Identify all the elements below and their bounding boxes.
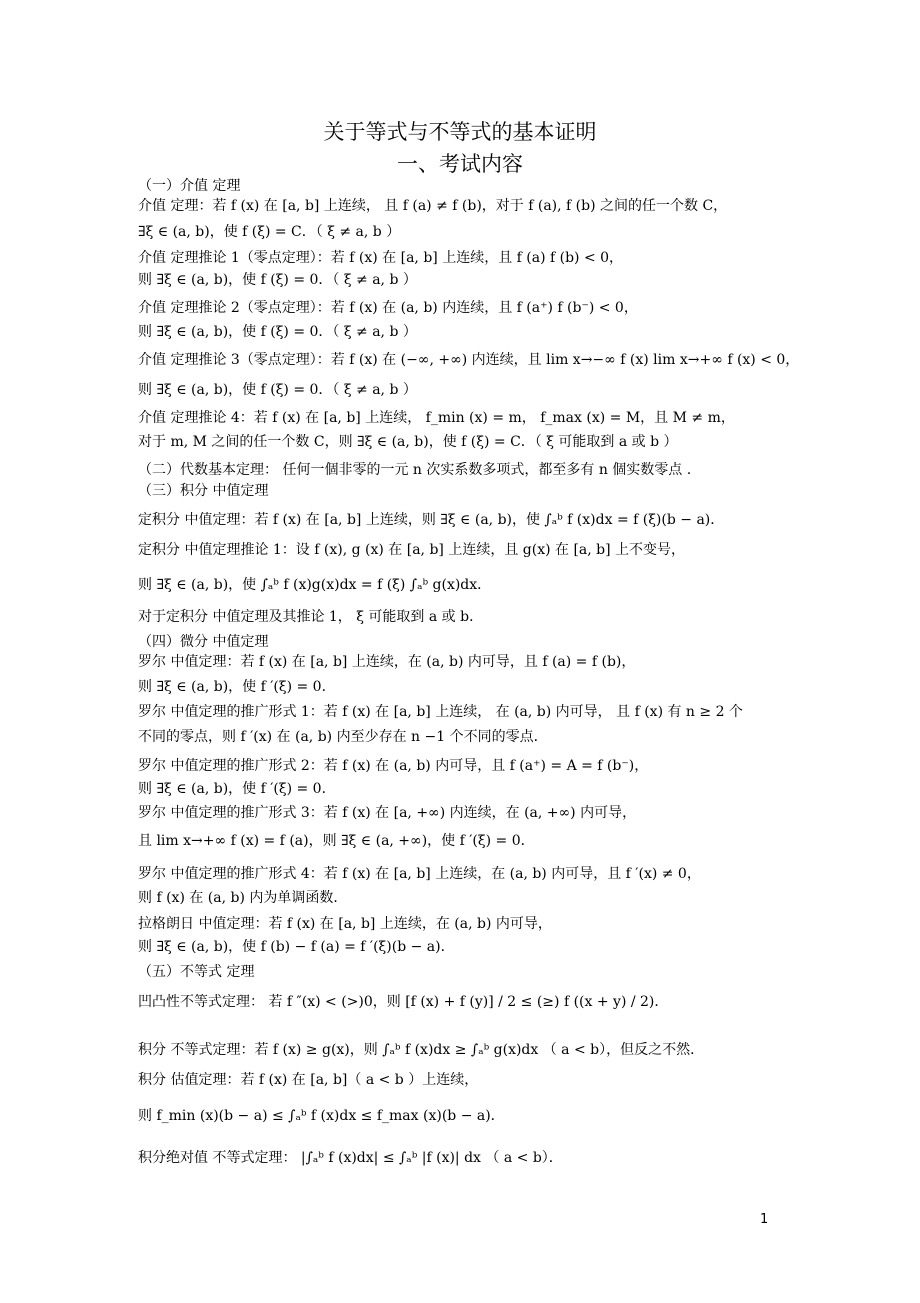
text-line: （三）积分 中值定理 bbox=[138, 483, 269, 499]
text-line: （四）微分 中值定理 bbox=[138, 634, 269, 650]
text-line: （二）代数基本定理： 任何一個非零的一元 n 次实系数多项式，都至多有 n 個实数零点 . bbox=[138, 462, 692, 478]
text-line: 则 ∃ξ ∈ (a, b)，使 f ′(ξ) = 0． bbox=[138, 679, 336, 695]
text-line: 介值 定理推论 1（零点定理）：若 f (x) 在 [a, b] 上连续，且 f (a) f (b) < 0， bbox=[138, 250, 624, 266]
text-line: 凹凸性不等式定理： 若 f ″(x) < (>)0，则 [f (x) + f (y)] / 2 ≤ (≥) f ((x + y) / 2)． bbox=[138, 994, 669, 1010]
text-line: （一）介值 定理 bbox=[138, 178, 241, 194]
text-line: 则 ∃ξ ∈ (a, b)，使 f (ξ) = 0．（ ξ ≠ a, b ） bbox=[138, 324, 417, 340]
text-line: （五）不等式 定理 bbox=[138, 964, 255, 980]
text-line: 则 ∃ξ ∈ (a, b)，使 f (ξ) = 0．（ ξ ≠ a, b ） bbox=[138, 382, 417, 398]
text-line: 积分绝对值 不等式定理： |∫ₐᵇ f (x)dx| ≤ ∫ₐᵇ |f (x)| dx （ a < b）． bbox=[138, 1150, 563, 1166]
text-line: 则 ∃ξ ∈ (a, b)，使 f (ξ) = 0．（ ξ ≠ a, b ） bbox=[138, 272, 417, 288]
text-line: 积分 估值定理：若 f (x) 在 [a, b]（ a < b ）上连续， bbox=[138, 1072, 479, 1088]
text-line: 则 f (x) 在 (a, b) 内为单调函数． bbox=[138, 890, 348, 906]
text-line: 介值 定理推论 3（零点定理）：若 f (x) 在 (−∞, +∞) 内连续，且 lim x→−∞ f (x) lim x→+∞ f (x) < 0， bbox=[138, 352, 800, 368]
text-line: 罗尔 中值定理的推广形式 2：若 f (x) 在 (a, b) 内可导，且 f (a⁺) = A = f (b⁻)， bbox=[138, 758, 649, 774]
page-title: 关于等式与不等式的基本证明 bbox=[323, 120, 597, 144]
text-line: 介值 定理推论 2（零点定理）：若 f (x) 在 (a, b) 内连续，且 f (a⁺) f (b⁻) < 0， bbox=[138, 300, 638, 316]
text-line: 罗尔 中值定理：若 f (x) 在 [a, b] 上连续，在 (a, b) 内可导，且 f (a) = f (b)， bbox=[138, 654, 636, 670]
text-line: 定积分 中值定理推论 1：设 f (x), g (x) 在 [a, b] 上连续，且 g(x) 在 [a, b] 上不变号， bbox=[138, 542, 686, 558]
text-line: 拉格朗日 中值定理：若 f (x) 在 [a, b] 上连续，在 (a, b) 内可导， bbox=[138, 916, 552, 932]
text-line: 则 ∃ξ ∈ (a, b)，使 f ′(ξ) = 0． bbox=[138, 781, 336, 797]
text-line: 介值 定理：若 f (x) 在 [a, b] 上连续， 且 f (a) ≠ f (b)，对于 f (a), f (b) 之间的任一个数 C， bbox=[138, 198, 728, 214]
text-line: 则 f_min (x)(b − a) ≤ ∫ₐᵇ f (x)dx ≤ f_max (x)(b − a)． bbox=[138, 1108, 505, 1124]
section-heading: 一、考试内容 bbox=[397, 152, 523, 176]
text-line: 且 lim x→+∞ f (x) = f (a)，则 ∃ξ ∈ (a, +∞)，使 f ′(ξ) = 0． bbox=[138, 833, 535, 849]
text-line: 罗尔 中值定理的推广形式 4：若 f (x) 在 [a, b] 上连续，在 (a, b) 内可导，且 f ′(x) ≠ 0， bbox=[138, 866, 701, 882]
text-line: 罗尔 中值定理的推广形式 1：若 f (x) 在 [a, b] 上连续， 在 (a, b) 内可导， 且 f (x) 有 n ≥ 2 个 bbox=[138, 704, 743, 720]
text-line: 定积分 中值定理：若 f (x) 在 [a, b] 上连续，则 ∃ξ ∈ (a, b)，使 ∫ₐᵇ f (x)dx = f (ξ)(b − a)． bbox=[138, 512, 725, 528]
text-line: 则 ∃ξ ∈ (a, b)，使 f (b) − f (a) = f ′(ξ)(b − a)． bbox=[138, 939, 455, 955]
text-line: 介值 定理推论 4：若 f (x) 在 [a, b] 上连续， f_min (x) = m， f_max (x) = M，且 M ≠ m， bbox=[138, 410, 735, 426]
text-line: 则 ∃ξ ∈ (a, b)，使 ∫ₐᵇ f (x)g(x)dx = f (ξ) ∫ₐᵇ g(x)dx． bbox=[138, 577, 492, 593]
page-number: 1 bbox=[760, 1212, 769, 1227]
text-line: 不同的零点，则 f ′(x) 在 (a, b) 内至少存在 n −1 个不同的零点． bbox=[138, 729, 548, 745]
text-line: ∃ξ ∈ (a, b)，使 f (ξ) = C．（ ξ ≠ a, b ） bbox=[138, 224, 401, 240]
text-line: 对于定积分 中值定理及其推论 1， ξ 可能取到 a 或 b． bbox=[138, 609, 484, 625]
text-line: 罗尔 中值定理的推广形式 3：若 f (x) 在 [a, +∞) 内连续，在 (a, +∞) 内可导， bbox=[138, 805, 637, 821]
text-line: 积分 不等式定理：若 f (x) ≥ g(x)，则 ∫ₐᵇ f (x)dx ≥ ∫ₐᵇ g(x)dx （ a < b），但反之不然． bbox=[138, 1042, 705, 1058]
text-line: 对于 m, M 之间的任一个数 C，则 ∃ξ ∈ (a, b)，使 f (ξ) = C．（ ξ 可能取到 a 或 b ） bbox=[138, 434, 678, 450]
